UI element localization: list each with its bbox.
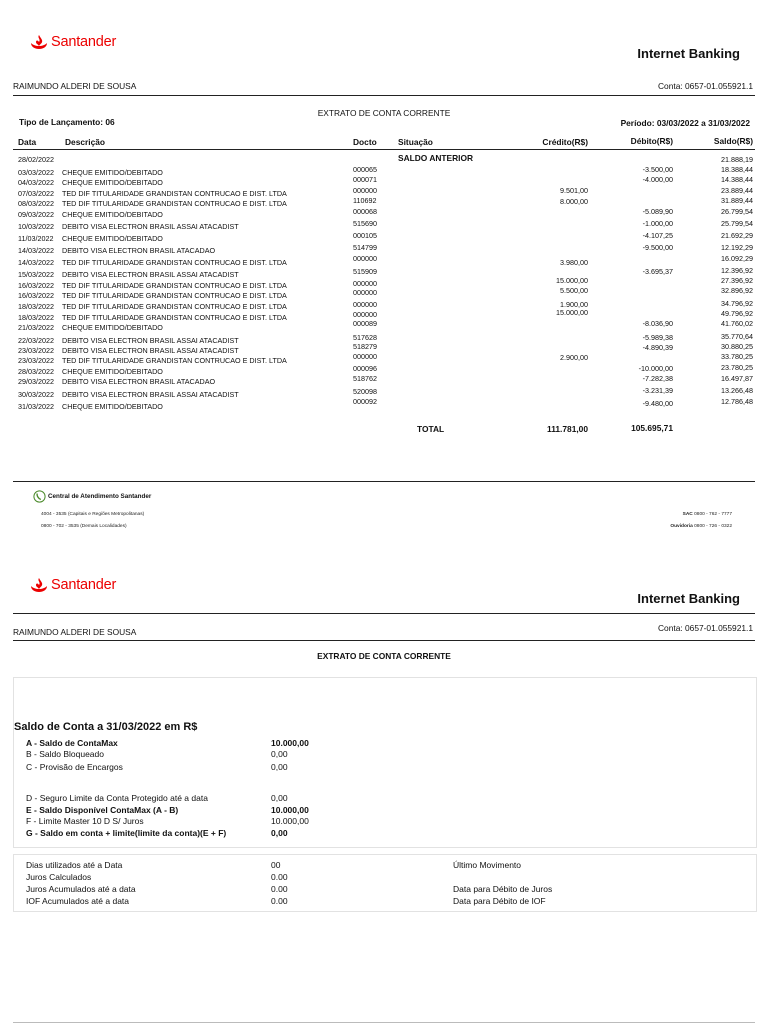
transaction-docto: 517628 — [353, 333, 377, 342]
transaction-description: DEBITO VISA ELECTRON BRASIL ASSAI ATACADIST — [62, 222, 239, 231]
transaction-date: 16/03/2022 — [18, 281, 54, 290]
transaction-date: 11/03/2022 — [18, 234, 54, 243]
transaction-credito: 8.000,00 — [560, 197, 588, 206]
flame-icon — [30, 34, 48, 50]
transaction-debito: -3.695,37 — [642, 267, 673, 276]
central-label: Central de Atendimento Santander — [48, 493, 152, 500]
transaction-saldo: 12.396,92 — [721, 266, 753, 275]
transaction-description: DEBITO VISA ELECTRON BRASIL ATACADAO — [62, 246, 216, 255]
info-item-label: Dias utilizados até a Data — [26, 860, 123, 870]
transaction-description: TED DIF TITULARIDADE GRANDISTAN CONTRUCAO E DIST. LTDA — [62, 302, 287, 311]
transaction-docto: 110692 — [353, 196, 377, 205]
transaction-description: TED DIF TITULARIDADE GRANDISTAN CONTRUCAO E DIST. LTDA — [62, 291, 287, 300]
saldo-item-value: 10.000,00 — [271, 738, 309, 748]
saldo-item-label: G - Saldo em conta + limite(limite da conta)(E + F) — [26, 828, 227, 838]
brand-name: Santander — [51, 34, 117, 50]
transaction-saldo: 35.770,64 — [721, 332, 753, 341]
info-item-value: 00 — [271, 860, 281, 870]
transaction-saldo: 16.497,87 — [721, 374, 753, 383]
transaction-saldo: 41.760,02 — [721, 319, 753, 328]
transaction-date: 21/03/2022 — [18, 323, 54, 332]
transaction-credito: 9.501,00 — [560, 186, 588, 195]
transaction-docto: 000089 — [353, 319, 377, 328]
divider-3 — [13, 640, 755, 641]
transaction-docto: 000000 — [353, 186, 377, 195]
transaction-row — [0, 243, 768, 258]
transaction-debito: -4.000,00 — [642, 175, 673, 184]
transaction-description: TED DIF TITULARIDADE GRANDISTAN CONTRUCAO E DIST. LTDA — [62, 199, 287, 208]
saldo-item-label: B - Saldo Bloqueado — [26, 749, 104, 759]
period: Período: 03/03/2022 a 31/03/2022 — [620, 118, 750, 128]
transaction-docto: 000000 — [353, 279, 377, 288]
transaction-description: TED DIF TITULARIDADE GRANDISTAN CONTRUCAO E DIST. LTDA — [62, 189, 287, 198]
bottom-divider — [13, 1022, 755, 1023]
saldo-item-label: F - Limite Master 10 D S/ Juros — [26, 816, 144, 826]
info-item-value: 0.00 — [271, 896, 288, 906]
header-divider — [13, 149, 755, 150]
transaction-debito: -4.107,25 — [642, 231, 673, 240]
transaction-debito: -7.282,38 — [642, 374, 673, 383]
transaction-saldo: 31.889,44 — [721, 196, 753, 205]
transaction-saldo: 25.799,54 — [721, 219, 753, 228]
transaction-description: CHEQUE EMITIDO/DEBITADO — [62, 210, 163, 219]
transaction-docto: 515909 — [353, 267, 377, 276]
transaction-description: TED DIF TITULARIDADE GRANDISTAN CONTRUCAO E DIST. LTDA — [62, 356, 287, 365]
transaction-description: TED DIF TITULARIDADE GRANDISTAN CONTRUCAO E DIST. LTDA — [62, 313, 287, 322]
total-label: TOTAL — [417, 424, 445, 434]
transaction-date: 15/03/2022 — [18, 270, 54, 279]
transaction-date: 09/03/2022 — [18, 210, 54, 219]
transaction-saldo: 12.192,29 — [721, 243, 753, 252]
info-item-value: 0.00 — [271, 884, 288, 894]
saldo-item-value: 0,00 — [271, 793, 288, 803]
transaction-description: TED DIF TITULARIDADE GRANDISTAN CONTRUCAO E DIST. LTDA — [62, 281, 287, 290]
saldo-item-value: 10.000,00 — [271, 805, 309, 815]
transaction-row — [0, 397, 768, 414]
transaction-docto: 000000 — [353, 310, 377, 319]
divider-2 — [13, 613, 755, 614]
transaction-credito: 5.500,00 — [560, 286, 588, 295]
transaction-saldo: 33.780,25 — [721, 352, 753, 361]
transaction-credito: 1.900,00 — [560, 300, 588, 309]
transaction-saldo: 26.799,54 — [721, 207, 753, 216]
transaction-debito: -10.000,00 — [638, 364, 673, 373]
transaction-saldo: 21.692,29 — [721, 231, 753, 240]
transaction-saldo: 27.396,92 — [721, 276, 753, 285]
transaction-date: 04/03/2022 — [18, 178, 54, 187]
transaction-credito: 15.000,00 — [556, 276, 588, 285]
transaction-docto: 518279 — [353, 342, 377, 351]
transaction-description: CHEQUE EMITIDO/DEBITADO — [62, 178, 163, 187]
transaction-date: 18/03/2022 — [18, 302, 54, 311]
flame-icon — [30, 577, 48, 593]
info-item-label: Juros Calculados — [26, 872, 92, 882]
total-credito: 111.781,00 — [547, 424, 588, 434]
total-debito: 105.695,71 — [631, 423, 673, 433]
transaction-debito: -4.890,39 — [642, 343, 673, 352]
transaction-description: CHEQUE EMITIDO/DEBITADO — [62, 323, 163, 332]
transaction-docto: 000092 — [353, 397, 377, 406]
client-name-2: RAIMUNDO ALDERI DE SOUSA — [13, 627, 137, 637]
footer-divider — [13, 481, 755, 482]
transaction-date: 03/03/2022 — [18, 168, 54, 177]
transaction-saldo: 18.388,44 — [721, 165, 753, 174]
transaction-description: DEBITO VISA ELECTRON BRASIL ASSAI ATACADIST — [62, 270, 239, 279]
transaction-debito: -5.089,90 — [642, 207, 673, 216]
transaction-credito: 3.980,00 — [560, 258, 588, 267]
transaction-debito: -9.500,00 — [642, 243, 673, 252]
transaction-saldo: 12.786,48 — [721, 397, 753, 406]
transaction-description: TED DIF TITULARIDADE GRANDISTAN CONTRUCAO E DIST. LTDA — [62, 258, 287, 267]
transaction-debito: -9.480,00 — [642, 399, 673, 408]
transaction-saldo: 49.796,92 — [721, 309, 753, 318]
account-number: Conta: 0657-01.055921.1 — [658, 81, 753, 91]
transaction-saldo: 23.889,44 — [721, 186, 753, 195]
saldo-item-value: 0,00 — [271, 762, 288, 772]
statement-title: EXTRATO DE CONTA CORRENTE — [317, 108, 451, 118]
transaction-docto: 000105 — [353, 231, 377, 240]
saldo-anterior-label: SALDO ANTERIOR — [398, 153, 474, 163]
transaction-date: 08/03/2022 — [18, 199, 54, 208]
transaction-docto: 000068 — [353, 207, 377, 216]
statement-title-2: EXTRATO DE CONTA CORRENTE — [317, 651, 451, 661]
ouvidoria-label: Ouvidoria — [670, 524, 693, 529]
saldo-item-value: 0,00 — [271, 749, 288, 759]
col-header-data: Data — [18, 137, 37, 147]
divider — [13, 95, 755, 96]
saldo-item-label: D - Seguro Limite da Conta Protegido até a data — [26, 793, 208, 803]
transaction-saldo: 32.896,92 — [721, 286, 753, 295]
transaction-date: 31/03/2022 — [18, 402, 54, 411]
transaction-docto: 000000 — [353, 288, 377, 297]
phone-line-demais: 0800 - 702 - 3535 (Demais Localidades) — [41, 524, 127, 529]
transaction-date: 29/03/2022 — [18, 377, 54, 386]
transaction-date: 28/02/2022 — [18, 155, 54, 164]
transaction-description: DEBITO VISA ELECTRON BRASIL ASSAI ATACADIST — [62, 336, 239, 345]
ouvidoria-contact — [670, 524, 732, 529]
info-item-value: 0.00 — [271, 872, 288, 882]
col-header-descricao: Descrição — [65, 137, 106, 147]
transaction-docto: 514799 — [353, 243, 377, 252]
sac-contact — [683, 512, 732, 517]
saldo-title: Saldo de Conta a 31/03/2022 em R$ — [14, 721, 198, 733]
transaction-date: 22/03/2022 — [18, 336, 54, 345]
col-header-docto: Docto — [353, 137, 377, 147]
transaction-docto: 000071 — [353, 175, 377, 184]
transaction-date: 30/03/2022 — [18, 390, 54, 399]
col-header-saldo: Saldo(R$) — [713, 136, 753, 146]
transaction-date: 23/03/2022 — [18, 346, 54, 355]
saldo-item-label: E - Saldo Disponível ContaMax (A - B) — [26, 805, 179, 815]
transaction-docto: 000065 — [353, 165, 377, 174]
transaction-saldo: 21.888,19 — [721, 155, 753, 164]
transaction-credito: 2.900,00 — [560, 353, 588, 362]
tipo-lancamento: Tipo de Lançamento: 06 — [19, 117, 115, 127]
info-item-label: IOF Acumulados até a data — [26, 896, 130, 906]
transaction-description: CHEQUE EMITIDO/DEBITADO — [62, 168, 163, 177]
client-name: RAIMUNDO ALDERI DE SOUSA — [13, 81, 137, 91]
transaction-docto: 520098 — [353, 387, 377, 396]
transaction-saldo: 13.266,48 — [721, 386, 753, 395]
transaction-docto: 000000 — [353, 300, 377, 309]
transaction-date: 28/03/2022 — [18, 367, 54, 376]
saldo-item-label: C - Provisão de Encargos — [26, 762, 123, 772]
brand-name-2: Santander — [51, 577, 117, 593]
phone-line-capitais: 4004 - 3535 (Capitais e Regiões Metropolitanas) — [41, 512, 145, 517]
transaction-description: CHEQUE EMITIDO/DEBITADO — [62, 367, 163, 376]
transaction-saldo: 16.092,29 — [721, 254, 753, 263]
transaction-description: DEBITO VISA ELECTRON BRASIL ASSAI ATACADIST — [62, 346, 239, 355]
transaction-description: DEBITO VISA ELECTRON BRASIL ASSAI ATACADIST — [62, 390, 239, 399]
transaction-docto: 000000 — [353, 254, 377, 263]
col-header-debito: Débito(R$) — [630, 136, 673, 146]
account-number-2: Conta: 0657-01.055921.1 — [658, 623, 753, 633]
central-atendimento — [33, 490, 151, 503]
santander-logo — [30, 34, 116, 50]
info-item-right: Data para Débito de Juros — [453, 884, 553, 894]
transaction-docto: 515690 — [353, 219, 377, 228]
saldo-item-label: A - Saldo de ContaMax — [26, 738, 118, 748]
page-title: Internet Banking — [637, 46, 740, 61]
transaction-credito: 15.000,00 — [556, 308, 588, 317]
transaction-debito: -1.000,00 — [642, 219, 673, 228]
col-header-credito: Crédito(R$) — [542, 137, 588, 147]
transaction-debito: -3.500,00 — [642, 165, 673, 174]
transaction-docto: 000096 — [353, 364, 377, 373]
transaction-saldo: 23.780,25 — [721, 363, 753, 372]
info-item-right: Data para Débito de IOF — [453, 896, 546, 906]
transaction-description: DEBITO VISA ELECTRON BRASIL ATACADAO — [62, 377, 216, 386]
transaction-description: CHEQUE EMITIDO/DEBITADO — [62, 402, 163, 411]
sac-number: 0800 - 762 - 7777 — [694, 512, 732, 517]
saldo-item-value: 0,00 — [271, 828, 288, 838]
phone-icon — [33, 490, 46, 503]
transaction-debito: -8.036,90 — [642, 319, 673, 328]
transaction-docto: 000000 — [353, 352, 377, 361]
page-title-2: Internet Banking — [637, 591, 740, 606]
transaction-date: 07/03/2022 — [18, 189, 54, 198]
transaction-saldo: 14.388,44 — [721, 175, 753, 184]
saldo-item-value: 10.000,00 — [271, 816, 309, 826]
transaction-date: 10/03/2022 — [18, 222, 54, 231]
transaction-saldo: 30.880,25 — [721, 342, 753, 351]
transaction-saldo: 34.796,92 — [721, 299, 753, 308]
transaction-description: CHEQUE EMITIDO/DEBITADO — [62, 234, 163, 243]
transaction-date: 14/03/2022 — [18, 246, 54, 255]
info-item-right: Último Movimento — [453, 860, 522, 870]
info-item-label: Juros Acumulados até a data — [26, 884, 136, 894]
transaction-docto: 518762 — [353, 374, 377, 383]
transaction-date: 14/03/2022 — [18, 258, 54, 267]
sac-label: SAC — [682, 512, 693, 517]
transaction-date: 23/03/2022 — [18, 356, 54, 365]
col-header-situacao: Situação — [398, 137, 433, 147]
transaction-debito: -5.989,38 — [642, 333, 673, 342]
santander-logo-2 — [30, 577, 116, 593]
transaction-date: 18/03/2022 — [18, 313, 54, 322]
transaction-date: 16/03/2022 — [18, 291, 54, 300]
ouvidoria-number: 0800 - 726 - 0322 — [694, 524, 732, 529]
transaction-debito: -3.231,39 — [642, 386, 673, 395]
